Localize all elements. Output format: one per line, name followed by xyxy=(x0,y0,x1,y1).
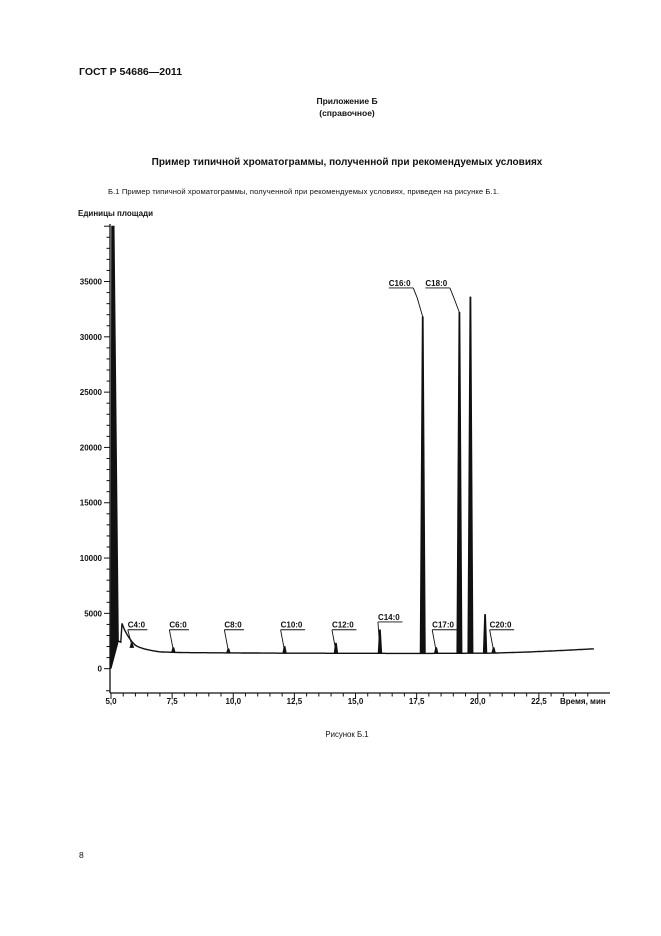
peak-label: C14:0 xyxy=(377,612,400,622)
x-axis-label: Время, мин xyxy=(560,697,606,706)
chromatogram-peak xyxy=(457,312,462,653)
chromatogram-peak xyxy=(483,614,487,653)
chart-axes xyxy=(80,224,610,706)
peak-label: C17:0 xyxy=(432,620,454,630)
peak-label: C4:0 xyxy=(127,620,146,630)
x-tick-label: 12,5 xyxy=(286,697,303,706)
chromatogram-peak xyxy=(420,317,425,653)
y-axis-label: Единицы площади xyxy=(78,209,154,218)
x-tick-label: 5,0 xyxy=(105,697,117,706)
solvent-peak xyxy=(111,226,118,668)
x-tick-label: 10,0 xyxy=(225,697,242,706)
peak-leader-line xyxy=(450,288,460,313)
y-tick-label: 20000 xyxy=(79,443,102,453)
document-header: ГОСТ Р 54686—2011 xyxy=(79,66,183,78)
x-tick-label: 15,0 xyxy=(347,697,364,706)
appendix-type: (справочное) xyxy=(319,108,375,118)
x-tick-label: 17,5 xyxy=(408,697,425,706)
peak-label: C6:0 xyxy=(169,620,187,630)
peak-labels xyxy=(128,279,514,651)
y-tick-label: 5000 xyxy=(84,609,102,619)
peak-label: C20:0 xyxy=(489,620,512,630)
section-title: Пример типичной хроматограммы, полученной при рекомендуемых условиях xyxy=(151,157,543,168)
peak-leader-line xyxy=(432,630,436,652)
peak-leader-line xyxy=(224,630,228,651)
peak-leader-line xyxy=(332,630,336,652)
peak-leader-line xyxy=(413,288,423,317)
paragraph-b1: Б.1 Пример типичной хроматограммы, полученной при рекомендуемых условиях, приведен на рисунке Б.1. xyxy=(108,187,500,196)
y-tick-label: 10000 xyxy=(79,554,102,564)
x-tick-label: 20,0 xyxy=(469,697,486,706)
page-number: 8 xyxy=(79,850,84,860)
peak-label: C16:0 xyxy=(388,278,411,288)
x-tick-label: 22,5 xyxy=(531,697,547,706)
appendix-label: Приложение Б xyxy=(316,96,378,106)
y-tick-label: 15000 xyxy=(79,498,102,508)
chromatogram-peak xyxy=(468,297,473,653)
peak-label: C18:0 xyxy=(425,278,448,288)
peak-leader-line xyxy=(169,630,173,651)
y-tick-label: 30000 xyxy=(79,332,102,342)
chromatogram-trace-group xyxy=(111,226,594,668)
peak-leader-line xyxy=(281,630,285,651)
y-tick-label: 25000 xyxy=(79,388,102,398)
peak-label: C10:0 xyxy=(280,620,303,630)
peak-label: C12:0 xyxy=(331,620,354,630)
figure-caption: Рисунок Б.1 xyxy=(325,730,369,739)
peak-label: C8:0 xyxy=(224,620,242,630)
peak-leader-line xyxy=(490,630,494,651)
x-tick-label: 7,5 xyxy=(166,697,178,706)
chromatogram-baseline xyxy=(117,620,594,653)
y-tick-label: 0 xyxy=(97,664,102,674)
y-tick-label: 35000 xyxy=(79,277,102,287)
